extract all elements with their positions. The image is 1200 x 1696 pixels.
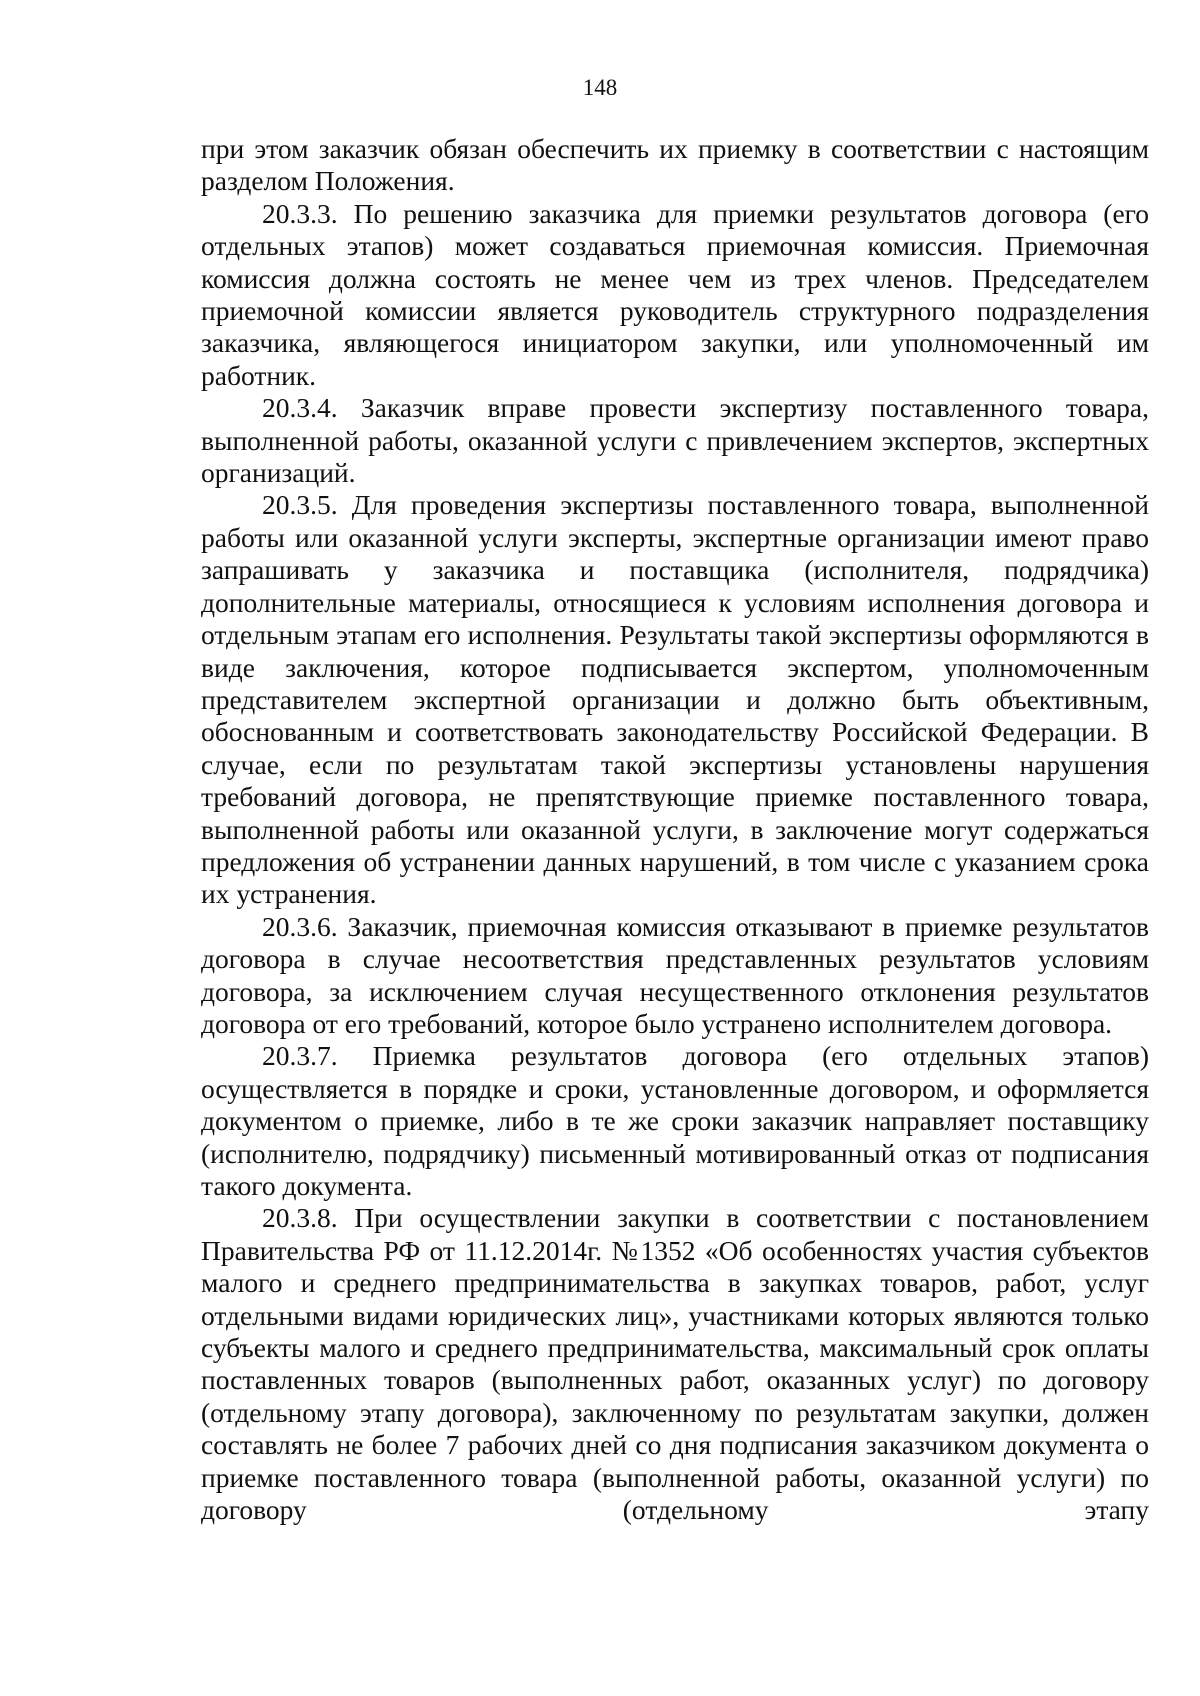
document-body	[201, 133, 1149, 1526]
paragraph-20-3-3: 20.3.3. По решению заказчика для приемки результатов договора (его отдельных этапов) может создаваться приемочная комиссия. Приемочная комиссия должна состоять не менее чем из трех членов. Председателем приемочной комиссии является руководитель структурного подразделения заказчика, являющегося инициатором закупки, или уполномоченный им работник.	[201, 197, 1149, 391]
paragraph-20-3-6: 20.3.6. Заказчик, приемочная комиссия отказывают в приемке результатов договора в случае несоответствия представленных результатов условиям договора, за исключением случая несущественного отклонения результатов договора от его требований, которое было устранено исполнителем договора.	[201, 910, 1149, 1039]
paragraph-continuation: при этом заказчик обязан обеспечить их приемку в соответствии с настоящим разделом Положения.	[201, 133, 1149, 197]
paragraph-20-3-5: 20.3.5. Для проведения экспертизы поставленного товара, выполненной работы или оказанной услуги эксперты, экспертные организации имеют право запрашивать у заказчика и поставщика (исполнителя, подрядчика) дополнительные материалы, относящиеся к условиям исполнения договора и отдельным этапам его исполнения. Результаты такой экспертизы оформляются в виде заключения, которое подписывается экспертом, уполномоченным представителем экспертной организации и должно быть объективным, обоснованным и соответствовать законодательству Российской Федерации. В случае, если по результатам такой экспертизы установлены нарушения требований договора, не препятствующие приемке поставленного товара, выполненной работы или оказанной услуги, в заключение могут содержаться предложения об устранении данных нарушений, в том числе с указанием срока их устранения.	[201, 489, 1149, 910]
paragraph-20-3-8: 20.3.8. При осуществлении закупки в соответствии с постановлением Правительства РФ от 11.12.2014г. №1352 «Об особенностях участия субъектов малого и среднего предпринимательства в закупках товаров, работ, услуг отдельными видами юридических лиц», участниками которых являются только субъекты малого и среднего предпринимательства, максимальный срок оплаты поставленных товаров (выполненных работ, оказанных услуг) по договору (отдельному этапу договора), заключенному по результатам закупки, должен составлять не более 7 рабочих дней со дня подписания заказчиком документа о приемке поставленного товара (выполненной работы, оказанной услуги) по договору (отдельному этапу	[201, 1202, 1149, 1526]
paragraph-20-3-4: 20.3.4. Заказчик вправе провести экспертизу поставленного товара, выполненной работы, оказанной услуги с привлечением экспертов, экспертных организаций.	[201, 392, 1149, 489]
paragraph-20-3-7: 20.3.7. Приемка результатов договора (его отдельных этапов) осуществляется в порядке и сроки, установленные договором, и оформляется документом о приемке, либо в те же сроки заказчик направляет поставщику (исполнителю, подрядчику) письменный мотивированный отказ от подписания такого документа.	[201, 1040, 1149, 1201]
page-number: 148	[582, 75, 618, 100]
